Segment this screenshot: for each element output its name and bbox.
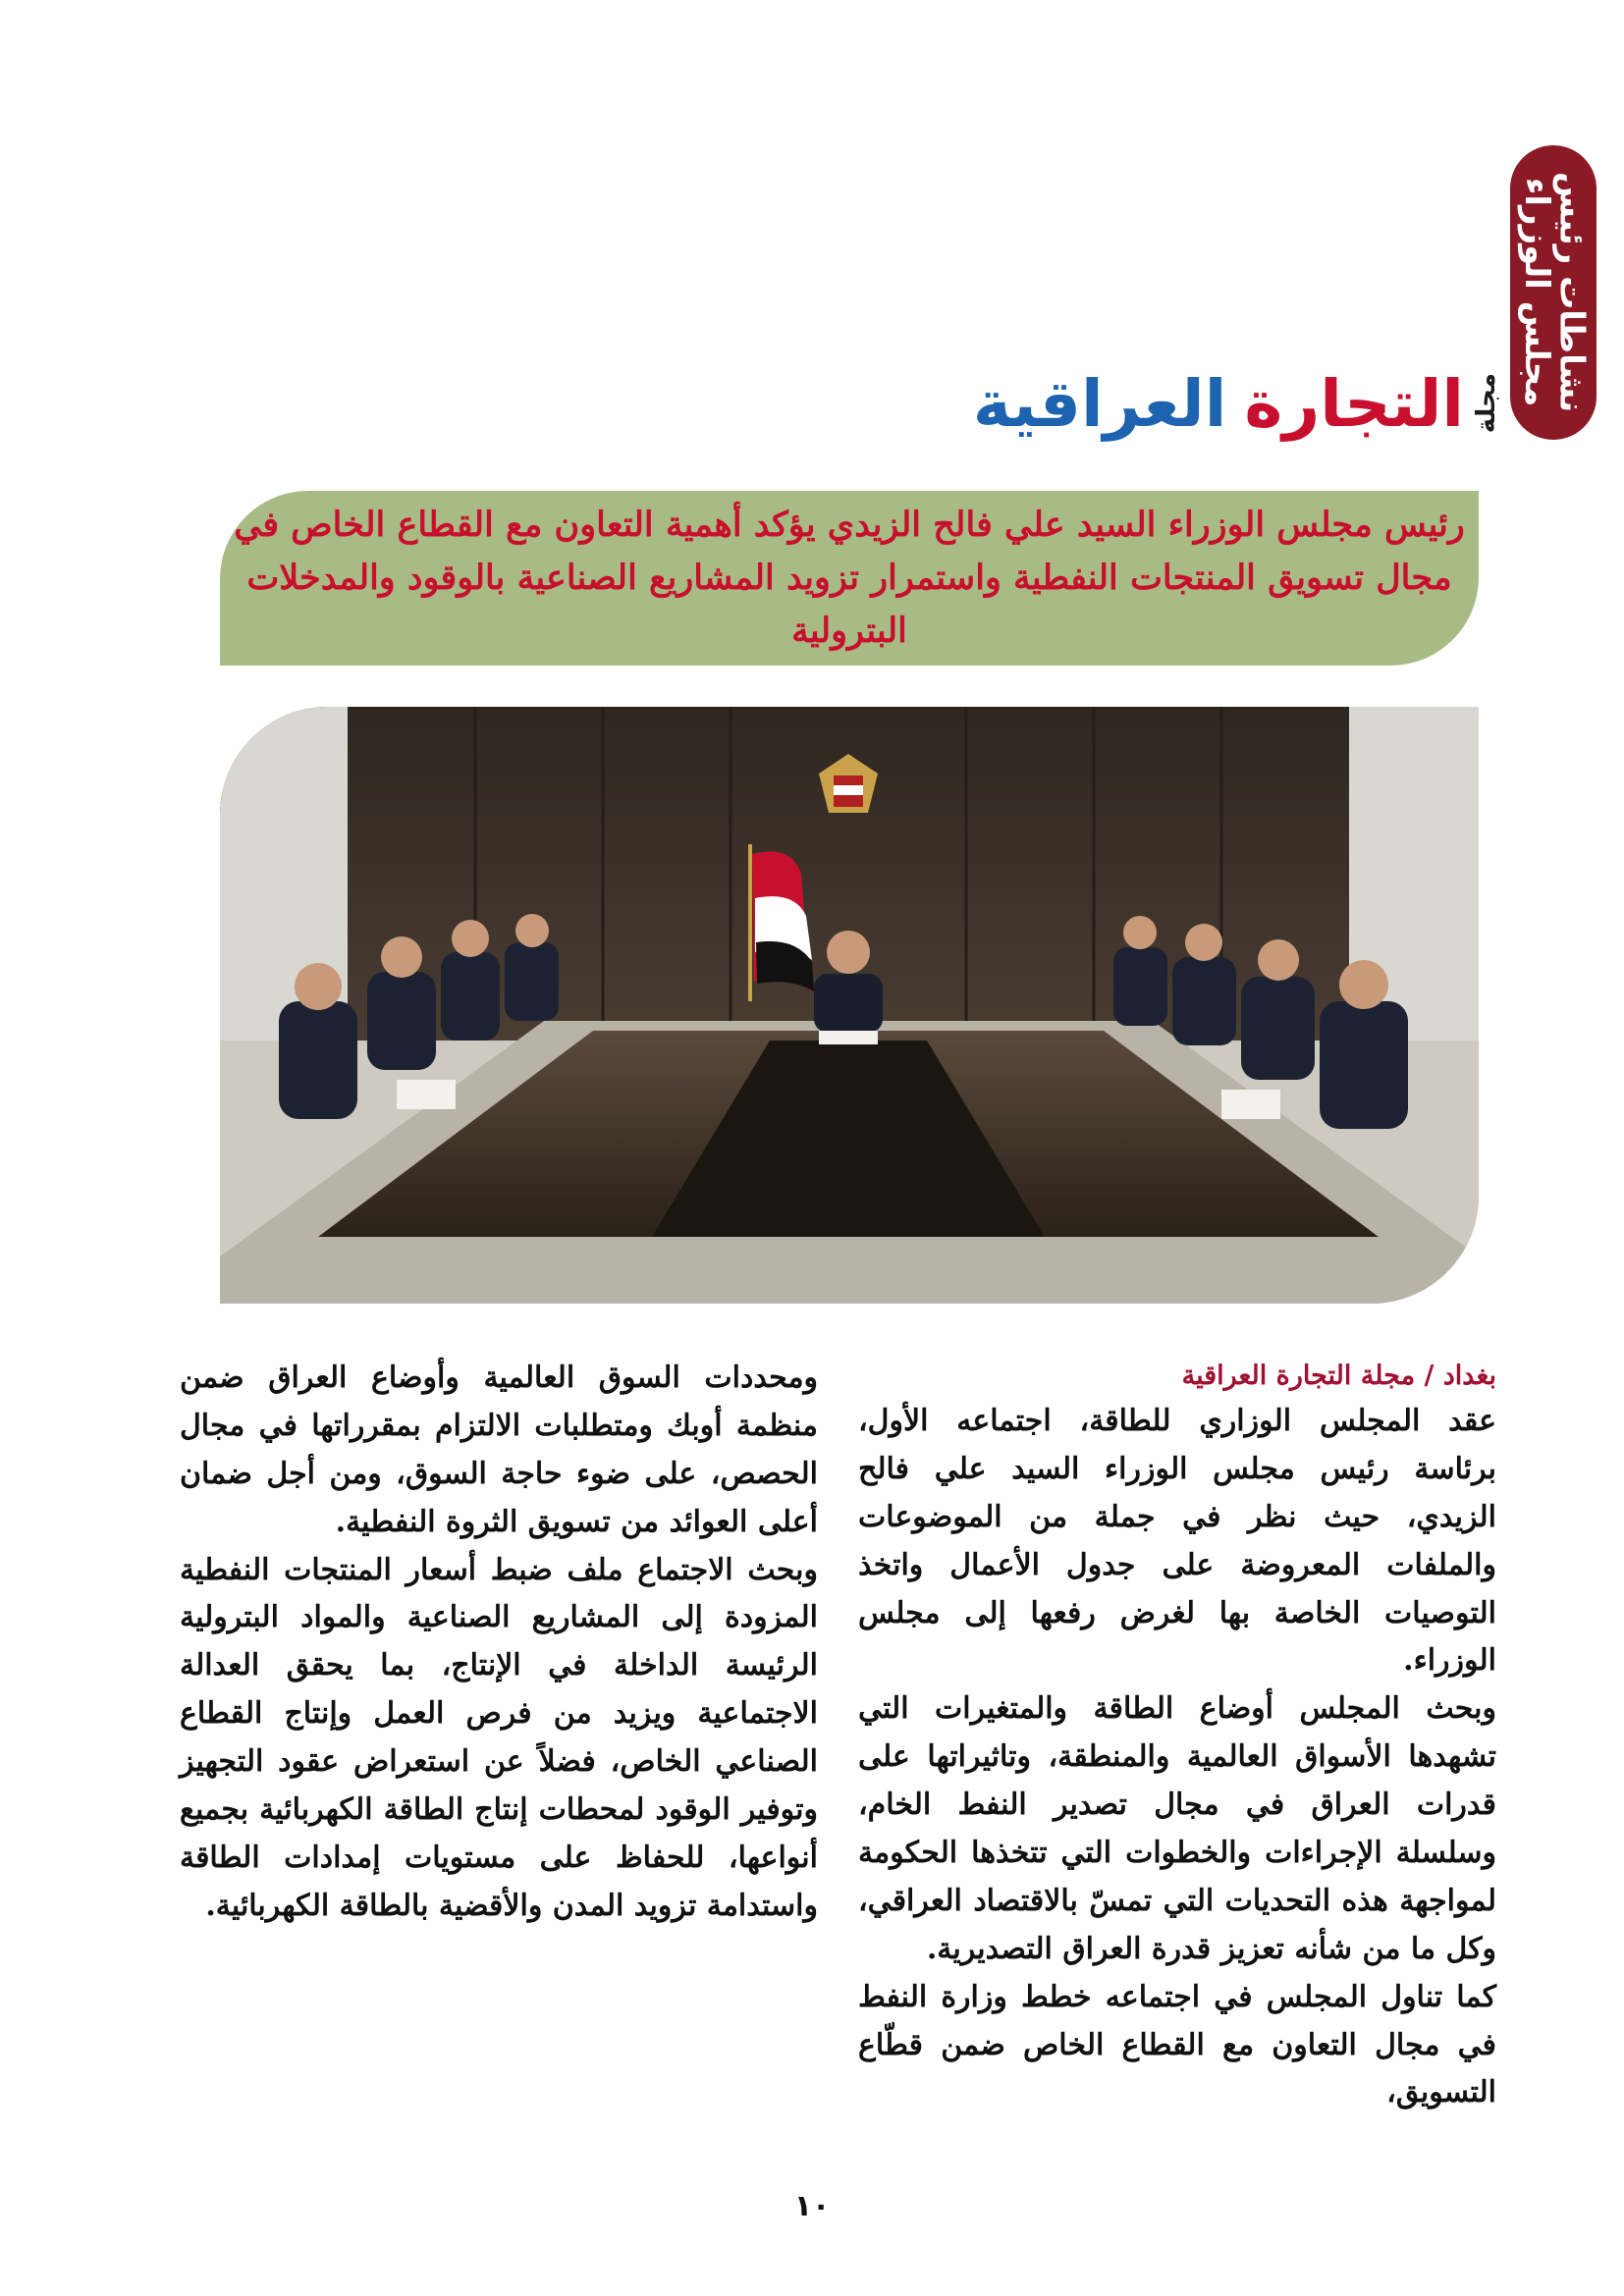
byline: بغداد / مجلة التجارة العراقية: [1181, 1361, 1496, 1391]
paragraph: ومحددات السوق العالمية وأوضاع العراق ضمن منظمة أوبك ومتطلبات الالتزام بمقرراتها في مجال الحصص، على ضوء حاجة السوق، ومن أجل ضمان أعلى العوائد من تسويق الثروة النفطية.: [180, 1361, 818, 1539]
section-tab-label: نشاطات رئيس مجلس الوزراء: [1517, 172, 1592, 413]
article-column-right: [858, 1355, 1496, 2117]
meeting-photo-illustration: [220, 707, 1479, 1304]
masthead-brand-part1: التجارة: [1244, 366, 1464, 442]
masthead-brand-part2: العراقية: [972, 366, 1227, 442]
paragraph: وبحث المجلس أوضاع الطاقة والمتغيرات التي تشهدها الأسواق العالمية والمنطقة، وتاثيراتها على قدرات العراق في مجال تصدير النفط الخام، وسلسلة الإجراءات والخطوات التي تتخذها الحكومة لمواجهة هذه التحديات التي تمسّ بالاقتصاد العراقي، وكل ما من شأنه تعزيز قدرة العراق التصديرية.: [858, 1691, 1496, 1966]
paragraph: كما تناول المجلس في اجتماعه خطط وزارة النفط في مجال التعاون مع القطاع الخاص ضمن قطّاع التسويق،: [858, 1979, 1497, 2110]
meeting-photo: [220, 707, 1479, 1304]
article-column-left: [180, 1355, 818, 1931]
headline-banner: [220, 491, 1479, 666]
paragraph: عقد المجلس الوزاري للطاقة، اجتماعه الأول، برئاسة رئيس مجلس الوزراء السيد علي فالح الزيدي، حيث نظر في جملة من الموضوعات والملفات المعروضة على جدول الأعمال واتخذ التوصيات الخاصة بها لغرض رفعها إلى مجلس الوزراء.: [858, 1404, 1496, 1679]
magazine-masthead: [972, 348, 1501, 442]
section-tab: [1510, 145, 1597, 440]
masthead-kicker: مجلة: [1472, 372, 1501, 433]
page-number: ١٠: [793, 2189, 831, 2223]
headline-line-1: رئيس مجلس الوزراء السيد علي فالح الزيدي يؤكد أهمية التعاون مع القطاع الخاص في: [234, 504, 1465, 545]
headline-line-2: مجال تسويق المنتجات النفطية واستمرار تزويد المشاريع الصناعية بالوقود والمدخلات البترولية: [246, 557, 1452, 652]
paragraph: وبحث الاجتماع ملف ضبط أسعار المنتجات النفطية المزودة إلى المشاريع الصناعية والمواد البترولية الرئيسة الداخلة في الإنتاج، بما يحقق العدالة الاجتماعية ويزيد من فرص العمل وإنتاج القطاع الصناعي الخاص، فضلاً عن استعراض عقود التجهيز وتوفير الوقود لمحطات إنتاج الطاقة الكهربائية بجميع أنواعها، للحفاظ على مستويات إمدادات الطاقة واستدامة تزويد المدن والأقضية بالطاقة الكهربائية.: [180, 1552, 818, 1923]
